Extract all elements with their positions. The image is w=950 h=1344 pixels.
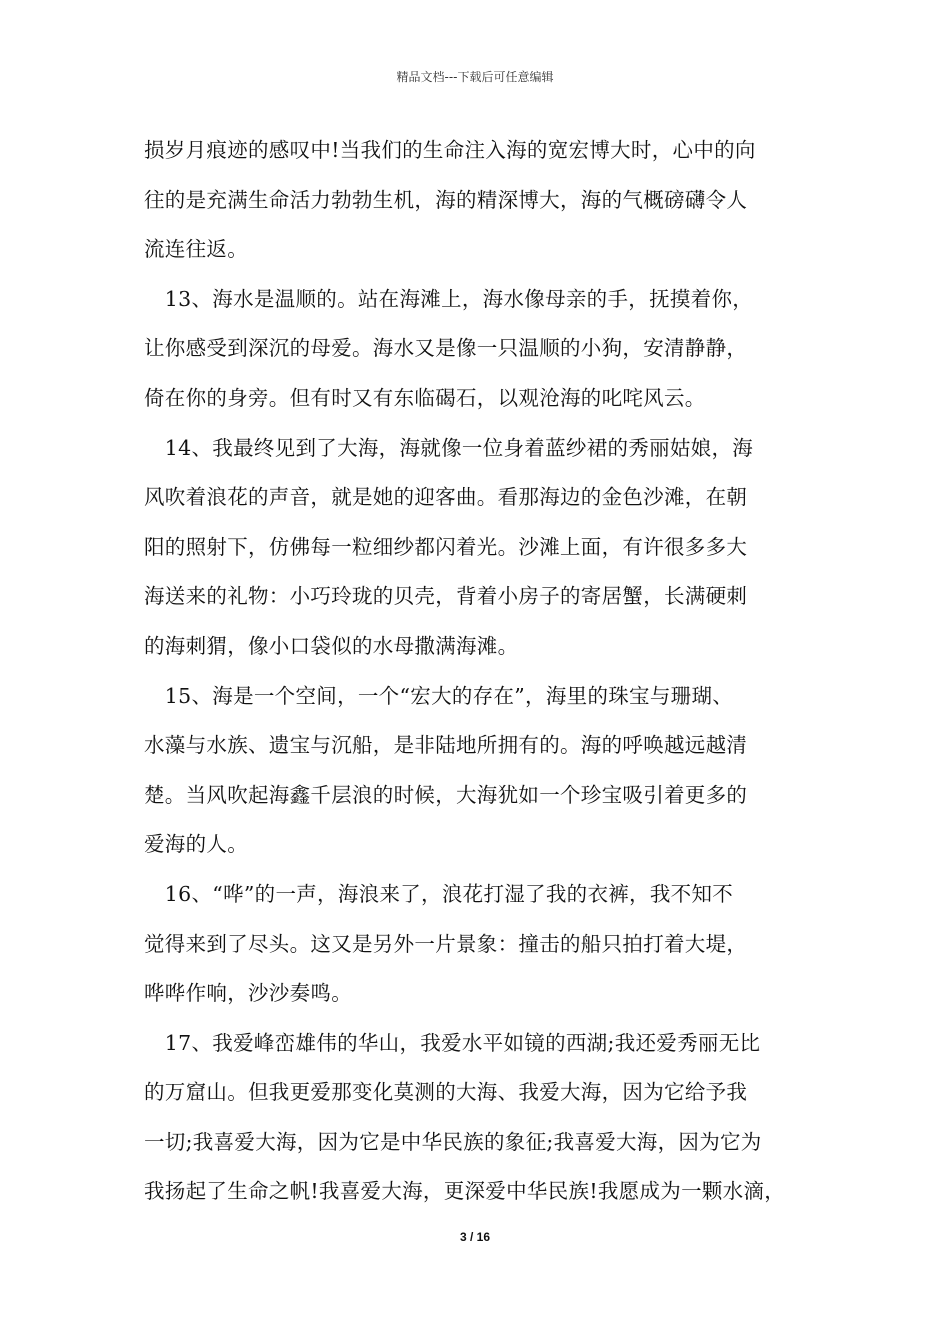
text-line: 流连往返。 — [144, 237, 248, 262]
text-line: 爱海的人。 — [144, 832, 248, 857]
text-line: 16、“哗”的一声，海浪来了，浪花打湿了我的衣裤，我不知不 — [144, 881, 734, 906]
text-line: 楚。当风吹起海鑫千层浪的时候，大海犹如一个珍宝吸引着更多的 — [144, 782, 748, 807]
text-line: 13、海水是温顺的。站在海滩上，海水像母亲的手，抚摸着你， — [144, 286, 754, 311]
text-line: 倚在你的身旁。但有时又有东临碣石，以观沧海的叱咤风云。 — [144, 385, 706, 410]
text-line: 哗哗作响，沙沙奏鸣。 — [144, 981, 352, 1006]
text-line: 一切;我喜爱大海，因为它是中华民族的象征;我喜爱大海，因为它为 — [144, 1129, 762, 1154]
text-line: 损岁月痕迹的感叹中!当我们的生命注入海的宽宏博大时，心中的向 — [144, 138, 756, 162]
text-line: 的万窟山。但我更爱那变化莫测的大海、我爱大海，因为它给予我 — [144, 1080, 748, 1105]
text-line: 海送来的礼物：小巧玲珑的贝壳，背着小房子的寄居蟹，长满硬刺 — [144, 584, 748, 609]
text-line: 17、我爱峰峦雄伟的华山，我爱水平如镜的西湖;我还爱秀丽无比 — [144, 1030, 761, 1055]
text-line: 水藻与水族、遗宝与沉船，是非陆地所拥有的。海的呼唤越远越清 — [144, 733, 748, 758]
text-line: 的海刺猬，像小口袋似的水母撒满海滩。 — [144, 633, 519, 658]
text-line: 让你感受到深沉的母爱。海水又是像一只温顺的小狗，安清静静， — [144, 336, 748, 361]
text-line: 15、海是一个空间，一个“宏大的存在”，海里的珠宝与珊瑚、 — [144, 683, 734, 708]
text-line: 风吹着浪花的声音，就是她的迎客曲。看那海边的金色沙滩，在朝 — [144, 485, 748, 510]
body-text — [144, 126, 824, 1217]
text-line: 14、我最终见到了大海，海就像一位身着蓝纱裙的秀丽姑娘，海 — [144, 435, 754, 460]
text-line: 觉得来到了尽头。这又是另外一片景象：撞击的船只拍打着大堤， — [144, 931, 748, 956]
text-line: 往的是充满生命活力勃勃生机，海的精深博大，海的气概磅礴令人 — [144, 187, 748, 212]
page-header: 精品文档---下载后可任意编辑 — [396, 70, 554, 84]
page-number: 3 / 16 — [459, 1230, 491, 1244]
text-line: 阳的照射下，仿佛每一粒细纱都闪着光。沙滩上面，有许很多多大 — [144, 534, 748, 559]
text-line: 我扬起了生命之帆!我喜爱大海，更深爱中华民族!我愿成为一颗水滴， — [144, 1179, 786, 1204]
